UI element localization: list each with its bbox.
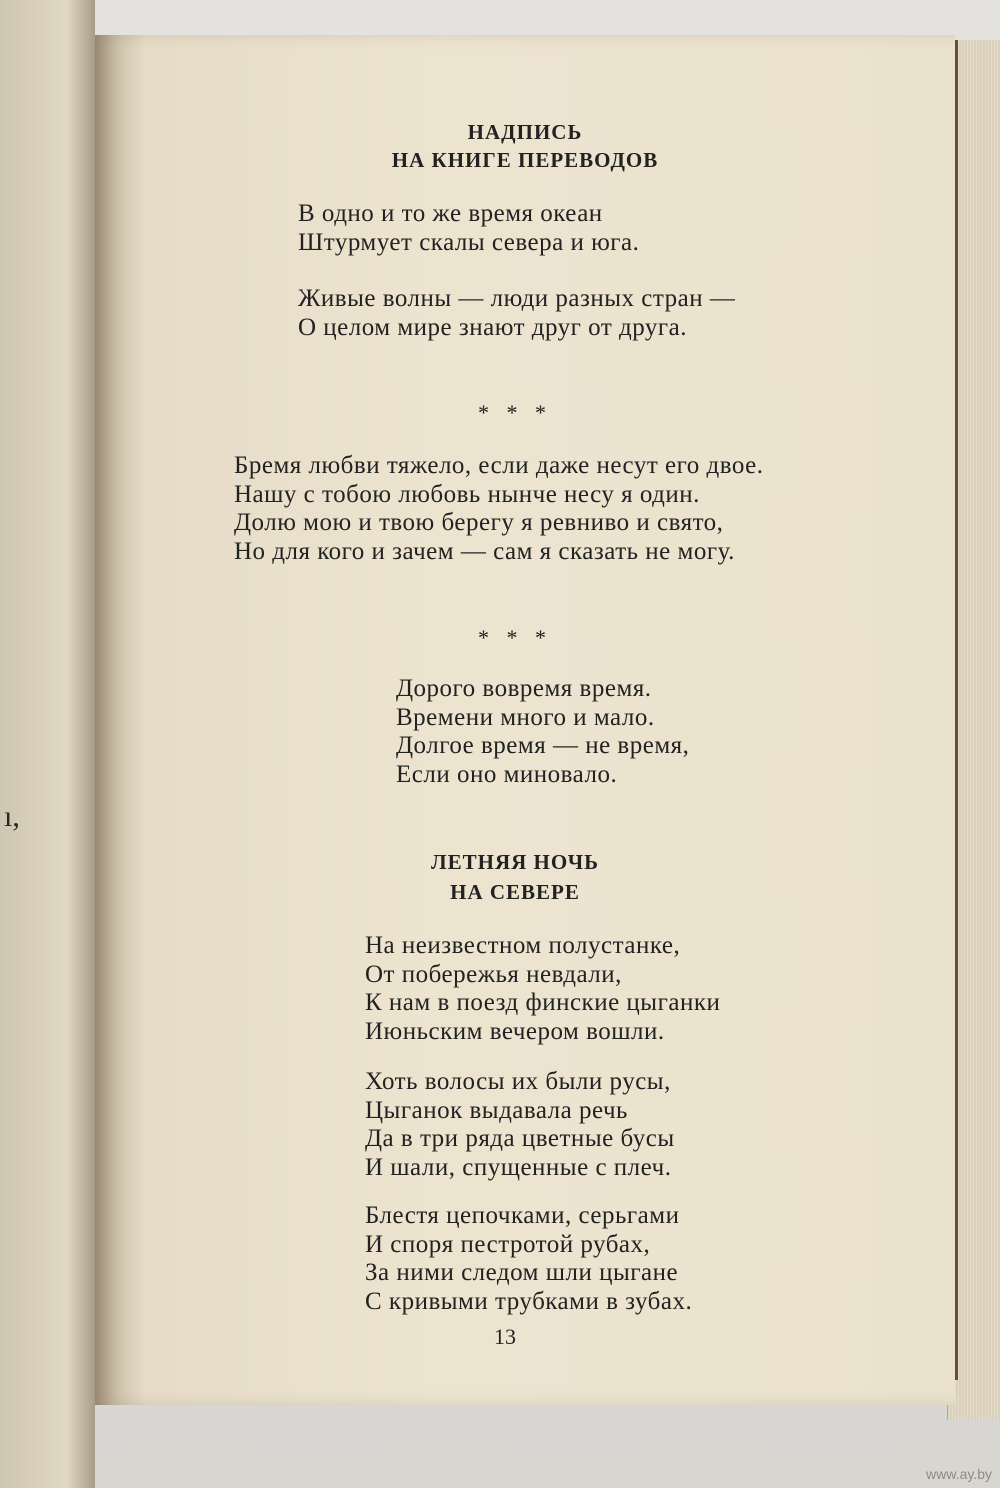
poem-line: Июньским вечером вошли. <box>365 1017 665 1045</box>
poem-line: От побережья невдали, <box>365 960 622 988</box>
poem4-title-line1: ЛЕТНЯЯ НОЧЬ <box>430 850 600 874</box>
poem-line: О целом мире знают друг от друга. <box>298 313 687 341</box>
poem-line: Цыганок выдавала речь <box>365 1096 628 1124</box>
left-page-text-fragment: ı, <box>4 800 20 833</box>
poem-line: Блестя цепочками, серьгами <box>365 1202 680 1229</box>
poem-line: Но для кого и зачем — сам я сказать не могу. <box>234 537 735 565</box>
poem1-stanza2 <box>298 285 735 342</box>
poem1-title-line2: НА КНИГЕ ПЕРЕВОДОВ <box>391 148 659 172</box>
poem4-stanza2 <box>365 1068 675 1182</box>
poem-line: Дорого вовремя время. <box>396 675 652 702</box>
poem3-separator: * * * <box>478 625 552 650</box>
watermark: www.ay.by <box>926 1466 992 1482</box>
poem-line: Времени много и мало. <box>396 703 655 731</box>
poem1-stanza1 <box>298 200 639 257</box>
poem-line: С кривыми трубками в зубах. <box>365 1287 693 1315</box>
poem-line: Если оно миновало. <box>396 760 618 788</box>
poem1-title-line1: НАДПИСЬ <box>467 120 583 144</box>
poem-line: Штурмует скалы севера и юга. <box>298 228 640 256</box>
poem2-stanza <box>234 452 763 566</box>
poem-line: Нашу с тобою любовь нынче несу я один. <box>234 480 700 508</box>
poem3-stanza <box>396 675 689 789</box>
book-page <box>95 35 955 1405</box>
left-facing-page <box>0 0 95 1488</box>
poem-line: На неизвестном полустанке, <box>365 932 681 959</box>
poem-line: К нам в поезд финские цыганки <box>365 989 721 1016</box>
poem-line: За ними следом шли цыгане <box>365 1259 679 1286</box>
poem-line: Бремя любви тяжело, если даже несут его двое. <box>234 452 764 479</box>
poem4-stanza1 <box>365 932 720 1046</box>
poem-line: В одно и то же время океан <box>298 200 603 227</box>
poem-line: Живые волны — люди разных стран — <box>298 285 736 312</box>
poem-line: Долю мою и твою берегу я ревниво и свято, <box>234 509 724 536</box>
poem-line: И споря пестротой рубах, <box>365 1230 651 1258</box>
poem-line: Хоть волосы их были русы, <box>365 1068 671 1095</box>
poem-line: Да в три ряда цветные бусы <box>365 1125 675 1152</box>
page-content <box>95 35 955 1405</box>
poem2-separator: * * * <box>478 400 552 425</box>
poem-line: Долгое время — не время, <box>396 732 690 759</box>
page-number: 13 <box>494 1324 516 1349</box>
poem4-title-line2: НА СЕВЕРЕ <box>450 880 580 904</box>
poem-line: И шали, спущенные с плеч. <box>365 1153 672 1181</box>
poem4-stanza3 <box>365 1202 692 1316</box>
